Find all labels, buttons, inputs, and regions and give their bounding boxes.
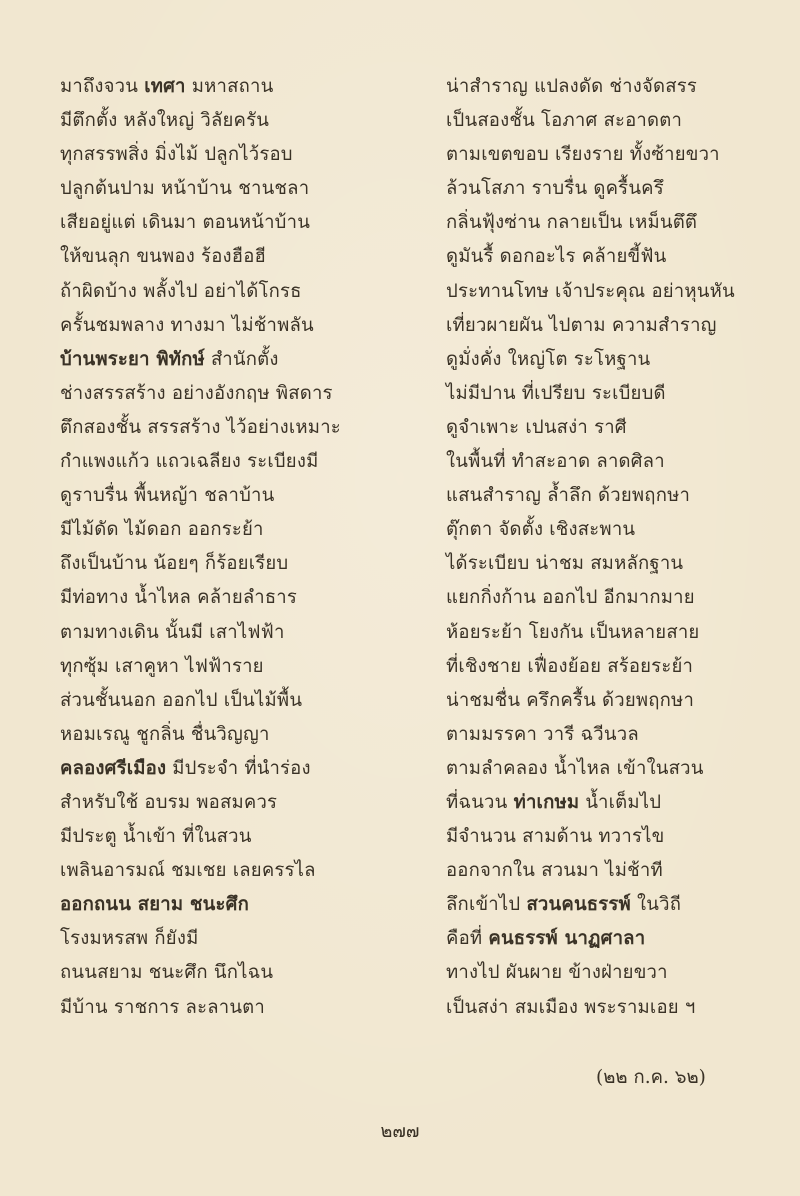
right-verse-column — [446, 70, 786, 1025]
verse-text: ในพื้นที่ ทำสะอาด ลาดศิลา — [446, 451, 665, 473]
verse-line — [446, 786, 786, 820]
verse-text: ออกจากใน สวนมา ไม่ช้าที — [446, 860, 663, 882]
verse-text: น่าชมชื่น ครึกครื้น ด้วยพฤกษา — [446, 689, 695, 711]
verse-text: น่าสำราญ แปลงดัด ช่างจัดสรร — [446, 76, 698, 97]
verse-line — [446, 820, 786, 854]
verse-line — [60, 752, 390, 786]
verse-line — [60, 104, 390, 138]
verse-line — [60, 343, 390, 377]
verse-text: ทุกสรรพสิ่ง มิ่งไม้ ปลูกไว้รอบ — [60, 144, 293, 166]
verse-line — [446, 616, 786, 650]
verse-line — [60, 616, 390, 650]
verse-line — [446, 752, 786, 786]
verse-line — [446, 991, 786, 1025]
verse-text: มีท่อทาง น้ำไหล คล้ายลำธาร — [60, 587, 298, 609]
verse-text: มีจำนวน สามด้าน ทวารไข — [446, 826, 665, 848]
verse-line — [446, 377, 786, 411]
verse-text: ทางไป ผันผาย ข้างฝ่ายขวา — [446, 962, 668, 984]
verse-text: ดูราบรื่น พื้นหญ้า ชลาบ้าน — [60, 485, 275, 507]
verse-text: ได้ระเบียบ น่าชม สมหลักฐาน — [446, 553, 684, 575]
verse-line — [60, 513, 390, 547]
verse-emphasis: สวนคนธรรพ์ — [526, 894, 631, 916]
verse-line — [446, 479, 786, 513]
verse-text: ห้อยระย้า โยงกัน เป็นหลายสาย — [446, 621, 700, 643]
verse-line — [446, 445, 786, 479]
verse-text: ที่เชิงชาย เฟื่องย้อย สร้อยระย้า — [446, 655, 694, 677]
verse-line — [446, 104, 786, 138]
verse-emphasis: ออกถนน สยาม ชนะศึก — [60, 894, 249, 916]
verse-line — [446, 922, 786, 956]
verse-emphasis: คนธรรพ์ นาฏศาลา — [488, 928, 646, 950]
verse-text: ตามมรรคา วารี ฉวีนวล — [446, 723, 639, 745]
verse-text: เป็นสองชั้น โอภาศ สะอาดตา — [446, 110, 683, 132]
verse-text: ปลูกต้นปาม หน้าบ้าน ชานชลา — [60, 178, 310, 200]
verse-emphasis: บ้านพระยา พิทักษ์ — [60, 348, 205, 370]
verse-text: ดูมันรื้ ดอกอะไร คล้ายขี้ฟัน — [446, 246, 667, 268]
verse-emphasis: เทศา — [144, 76, 186, 97]
verse-line — [60, 650, 390, 684]
verse-text: ถนนสยาม ชนะศึก นึกไฉน — [60, 962, 274, 984]
verse-text: ครั้นชมพลาง ทางมา ไม่ช้าพลัน — [60, 314, 314, 336]
verse-line — [446, 275, 786, 309]
verse-text: ในวิถี — [630, 894, 682, 916]
verse-line — [60, 786, 390, 820]
verse-line — [60, 275, 390, 309]
verse-emphasis: คลองศรีเมือง — [60, 757, 167, 779]
verse-text: น้ำเต็มไป — [579, 791, 662, 813]
verse-line — [60, 479, 390, 513]
verse-text: ให้ขนลุก ขนพอง ร้องฮือฮี — [60, 246, 267, 268]
verse-line — [446, 240, 786, 274]
verse-line — [446, 138, 786, 172]
verse-line — [60, 309, 390, 343]
verse-text: ไม่มีปาน ที่เปรียบ ระเบียบดี — [446, 382, 666, 404]
verse-line — [446, 547, 786, 581]
verse-text: ดูจำเพาะ เปนสง่า ราศี — [446, 416, 627, 438]
verse-text: ล้วนโสภา ราบรื่น ดูครื้นครึ — [446, 178, 664, 200]
verse-line — [60, 718, 390, 752]
verse-text: ส่วนชั้นนอก ออกไป เป็นไม้พื้น — [60, 689, 303, 711]
verse-line — [446, 718, 786, 752]
verse-text: ตุ๊กตา จัดตั้ง เชิงสะพาน — [446, 519, 636, 541]
verse-text: กำแพงแก้ว แถวเฉลียง ระเบียงมี — [60, 451, 319, 473]
verse-line — [60, 377, 390, 411]
verse-line — [60, 445, 390, 479]
verse-line — [446, 581, 786, 615]
verse-text: ดูมั่งคั่ง ใหญ่โต ระโหฐาน — [446, 348, 651, 370]
verse-line — [446, 206, 786, 240]
verse-line — [60, 684, 390, 718]
verse-line — [446, 513, 786, 547]
verse-text: ตามทางเดิน นั้นมี เสาไฟฟ้า — [60, 621, 285, 643]
verse-text: เพลินอารมณ์ ชมเชย เลยครรไล — [60, 860, 316, 882]
verse-text: มีประจำ ที่นำร่อง — [166, 757, 311, 779]
verse-text: เสียอยู่แต่ เดินมา ตอนหน้าบ้าน — [60, 212, 311, 234]
verse-text: คือที่ — [446, 928, 489, 950]
verse-text: มาถึงจวน — [60, 76, 145, 97]
verse-line — [60, 956, 390, 990]
verse-text: เที่ยวผายผัน ไปตาม ความสำราญ — [446, 314, 717, 336]
verse-line — [60, 991, 390, 1025]
verse-text: โรงมหรสพ ก็ยังมี — [60, 928, 199, 950]
verse-line — [60, 922, 390, 956]
verse-text: มีประตู น้ำเข้า ที่ในสวน — [60, 826, 252, 848]
page-number: ๒๗๗ — [380, 1121, 420, 1142]
verse-line — [60, 888, 390, 922]
verse-text: ที่ฉนวน — [446, 791, 514, 813]
verse-line — [60, 172, 390, 206]
verse-line — [446, 650, 786, 684]
verse-emphasis: ท่าเกษม — [513, 791, 580, 813]
verse-text: มหาสถาน — [185, 76, 274, 97]
verse-line — [446, 684, 786, 718]
verse-text: ลึกเข้าไป — [446, 894, 527, 916]
verse-line — [60, 820, 390, 854]
verse-line — [60, 547, 390, 581]
verse-line — [446, 411, 786, 445]
verse-text: มีตึกตั้ง หลังใหญ่ วิลัยครัน — [60, 110, 270, 132]
verse-text: ประทานโทษ เจ้าประคุณ อย่าหุนหัน — [446, 280, 735, 302]
verse-line — [60, 206, 390, 240]
verse-text: สำหรับใช้ อบรม พอสมควร — [60, 791, 278, 813]
verse-line — [60, 581, 390, 615]
verse-text: ตึกสองชั้น สรรสร้าง ไว้อย่างเหมาะ — [60, 416, 341, 438]
verse-text: ทุกซุ้ม เสาคูหา ไฟฟ้าราย — [60, 655, 264, 677]
verse-text: ตามเขตขอบ เรียงราย ทั้งซ้ายขวา — [446, 144, 720, 166]
verse-text: ตามลำคลอง น้ำไหล เข้าในสวน — [446, 757, 704, 779]
verse-line — [60, 411, 390, 445]
poem-date: (๒๒ ก.ค. ๖๒) — [596, 1067, 706, 1088]
verse-line — [446, 854, 786, 888]
verse-line — [446, 70, 786, 104]
verse-line — [446, 309, 786, 343]
verse-line — [60, 240, 390, 274]
verse-line — [60, 854, 390, 888]
verse-text: กลิ่นฟุ้งซ่าน กลายเป็น เหม็นตึตึ — [446, 212, 698, 234]
verse-line — [446, 888, 786, 922]
verse-line — [446, 343, 786, 377]
verse-text: ช่างสรรสร้าง อย่างอังกฤษ พิสดาร — [60, 382, 333, 404]
verse-line — [60, 70, 390, 104]
verse-line — [446, 172, 786, 206]
verse-text: ถึงเป็นบ้าน น้อยๆ ก็ร้อยเรียบ — [60, 553, 289, 575]
verse-text: มีบ้าน ราชการ ละลานตา — [60, 996, 265, 1018]
left-verse-column — [60, 70, 390, 1025]
verse-line — [446, 956, 786, 990]
verse-text: ถ้าผิดบ้าง พลั้งไป อย่าได้โกรธ — [60, 280, 302, 302]
verse-text: มีไม้ดัด ไม้ดอก ออกระย้า — [60, 519, 264, 541]
verse-text: หอมเรณู ชูกลิ่น ชื่นวิญญา — [60, 723, 270, 745]
verse-line — [60, 138, 390, 172]
verse-text: สำนักตั้ง — [204, 348, 279, 370]
verse-text: แสนสำราญ ล้ำลึก ด้วยพฤกษา — [446, 485, 691, 507]
verse-text: แยกกิ่งก้าน ออกไป อีกมากมาย — [446, 587, 695, 609]
verse-text: เป็นสง่า สมเมือง พระรามเอย ฯ — [446, 996, 696, 1018]
